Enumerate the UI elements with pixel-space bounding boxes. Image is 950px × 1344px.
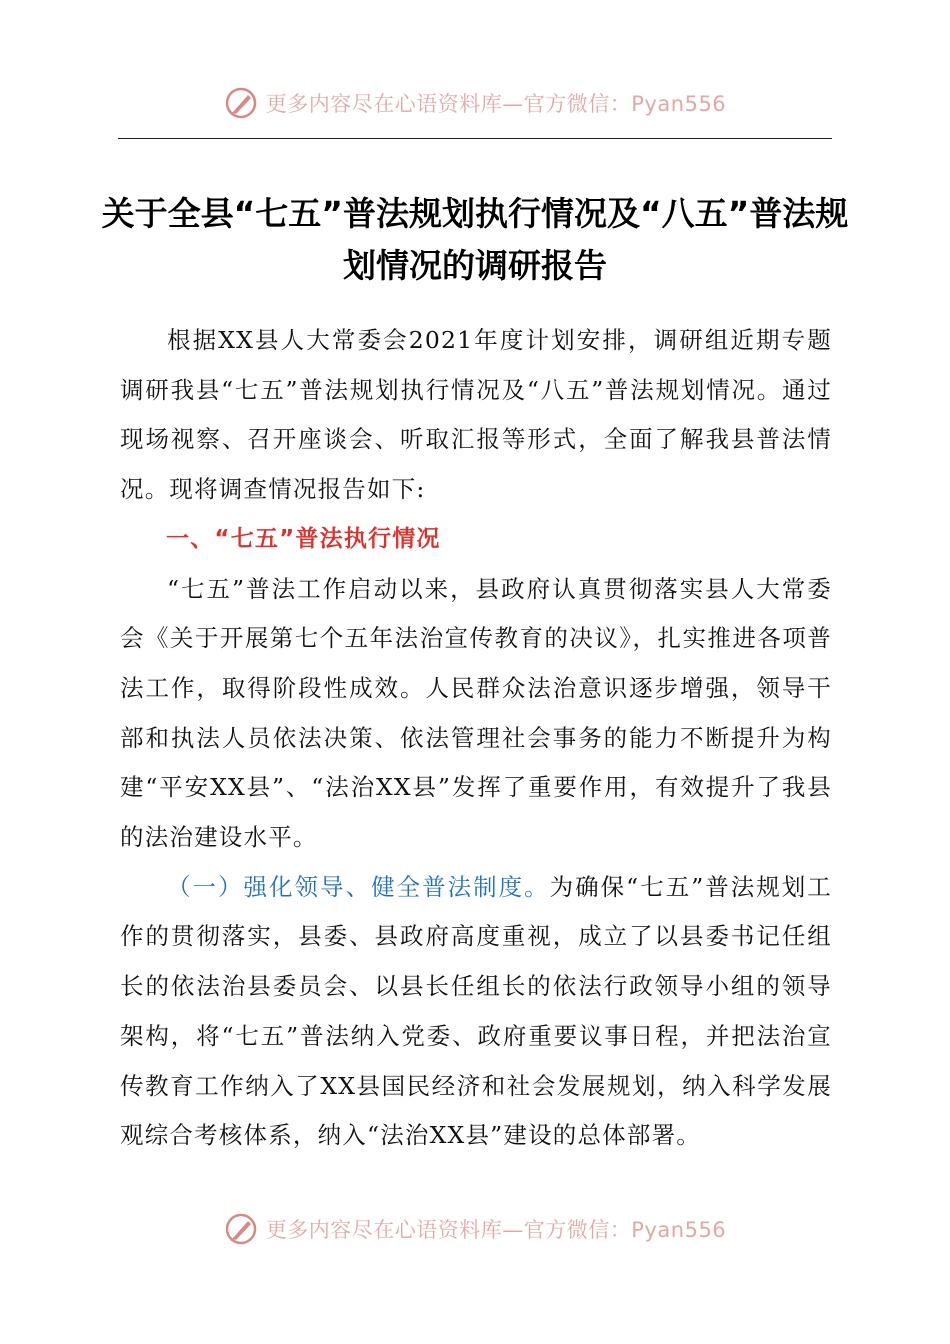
footer-watermark — [0, 1212, 950, 1246]
header-watermark-text: 更多内容尽在心语资料库—官方微信：Pyan556 — [265, 92, 727, 116]
subsection-1-text: 为确保“七五”普法规划工作的贯彻落实，县委、县政府高度重视，成立了以县委书记任组长的依法治县委员会、以县长任组长的依法行政领导小组的领导架构，将“七五”普法纳入党委、政府重要议事日程，并把法治宣传教育工作纳入了XX县国民经济和社会发展规划，纳入科学发展观综合考核体系，纳入“法治XX县”建设的总体部署。 — [120, 872, 832, 1150]
subsection-1-paragraph — [120, 863, 832, 1161]
footer-watermark-text: 更多内容尽在心语资料库—官方微信：Pyan556 — [265, 1218, 727, 1242]
section-1-heading: 一、“七五”普法执行情况 — [166, 525, 441, 552]
document-title: 关于全县“七五”普法规划执行情况及“八五”普法规划情况的调研报告 — [101, 194, 849, 285]
header-watermark — [0, 86, 950, 120]
subsection-1-heading: （一）强化领导、健全普法制度。 — [167, 872, 550, 901]
section-1-paragraph: “七五”普法工作启动以来，县政府认真贯彻落实县人大常委会《关于开展第七个五年法治宣传教育的决议》，扎实推进各项普法工作，取得阶段性成效。人民群众法治意识逐步增强，领导干部和执法人员依法决策、依法管理社会事务的能力不断提升为构建“平安XX县”、“法治XX县”发挥了重要作用，有效提升了我县的法治建设水平。 — [120, 574, 832, 852]
header-divider — [118, 138, 832, 139]
intro-paragraph: 根据XX县人大常委会2021年度计划安排，调研组近期专题调研我县“七五”普法规划执行情况及“八五”普法规划情况。通过现场视察、召开座谈会、听取汇报等形式，全面了解我县普法情况。现将调查情况报告如下: — [120, 326, 832, 504]
pen-circle-logo-icon — [224, 1212, 258, 1246]
document-body — [120, 316, 832, 1161]
pen-circle-logo-icon — [224, 86, 258, 120]
